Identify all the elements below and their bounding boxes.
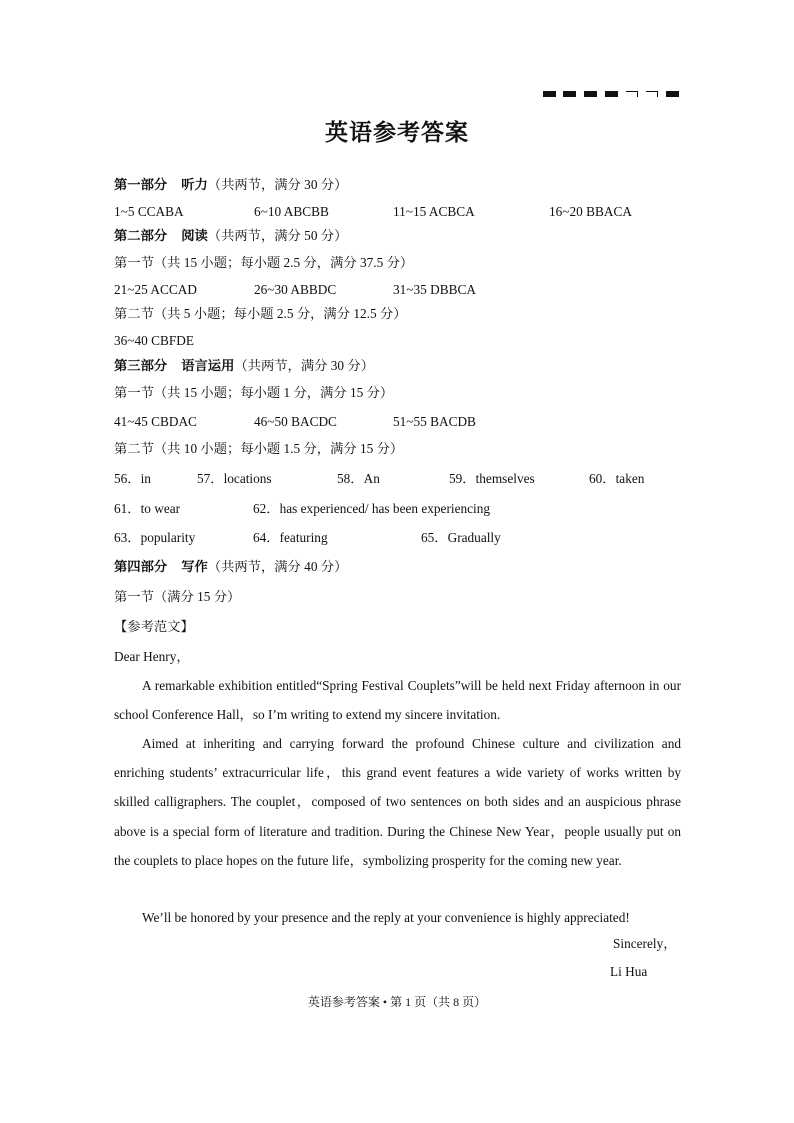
essay-paragraph: Aimed at inheriting and carrying forward the profound Chinese culture and civilization and enriching students’ extracurricular life，this grand event features a wide variety of works written by skilled calligraphers. The couplet，composed of two sentences on both sides and an auspicious phrase above is a special form of literature and tradition. During the Chinese New Year，people usually put on the couplets to place hopes on the future life，symbolizing prosperity for the coming new year. <box>114 736 681 868</box>
answer-group: 16~20 BBACA <box>549 204 632 219</box>
header-registration-marks <box>541 89 681 99</box>
mark-outline <box>626 91 638 97</box>
part3-section1: 第一节（共 15 小题；每小题 1 分，满分 15 分） <box>114 385 394 400</box>
answer-group: 26~30 ABBDC <box>254 282 337 297</box>
part2-section2: 第二节（共 5 小题；每小题 2.5 分，满分 12.5 分） <box>114 306 407 321</box>
part1-heading: 第一部分 听力（共两节，满分 30 分） <box>114 177 348 192</box>
part4-heading: 第四部分 写作（共两节，满分 40 分） <box>114 559 348 574</box>
answer-group: 11~15 ACBCA <box>393 204 475 219</box>
blank-answer: 63．popularity <box>114 530 196 545</box>
blank-answer: 56．in <box>114 471 151 486</box>
mark-outline <box>646 91 658 97</box>
blank-answer: 57．locations <box>197 471 272 486</box>
blank-answer: 58．An <box>337 471 380 486</box>
mark-block <box>563 91 576 97</box>
answer-group: 51~55 BACDB <box>393 414 476 429</box>
sample-essay-label: 【参考范文】 <box>114 619 194 634</box>
letter-closing: Sincerely， <box>613 936 677 951</box>
mark-block <box>605 91 618 97</box>
mark-block <box>543 91 556 97</box>
part3-section2: 第二节（共 10 小题；每小题 1.5 分，满分 15 分） <box>114 441 404 456</box>
essay-paragraph: A remarkable exhibition entitled“Spring Festival Couplets”will be held next Friday afternoon in our school Conference Hall，so I’m writing to extend my sincere invitation. <box>114 678 681 723</box>
mark-block <box>584 91 597 97</box>
answer-group: 21~25 ACCAD <box>114 282 197 297</box>
blank-answer: 60．taken <box>589 471 645 486</box>
answer-group: 1~5 CCABA <box>114 204 184 219</box>
letter-greeting: Dear Henry， <box>114 649 190 664</box>
answer-group: 31~35 DBBCA <box>393 282 476 297</box>
answer-group: 41~45 CBDAC <box>114 414 197 429</box>
blank-answer: 59．themselves <box>449 471 535 486</box>
answer-group: 36~40 CBFDE <box>114 333 194 348</box>
blank-answer: 65．Gradually <box>421 530 501 545</box>
blank-answer: 61．to wear <box>114 501 181 516</box>
blank-answer: 62．has experienced/ has been experiencing <box>253 501 491 516</box>
answer-group: 6~10 ABCBB <box>254 204 329 219</box>
essay-paragraph: We’ll be honored by your presence and the reply at your convenience is highly appreciated! <box>142 910 630 925</box>
part2-section1: 第一节（共 15 小题；每小题 2.5 分，满分 37.5 分） <box>114 255 414 270</box>
part2-heading: 第二部分 阅读（共两节，满分 50 分） <box>114 228 348 243</box>
part3-heading: 第三部分 语言运用（共两节，满分 30 分） <box>114 358 374 373</box>
answer-group: 46~50 BACDC <box>254 414 337 429</box>
letter-signature: Li Hua <box>610 964 648 979</box>
blank-answer: 64．featuring <box>253 530 328 545</box>
page-footer: 英语参考答案 • 第 1 页（共 8 页） <box>307 995 487 1009</box>
part4-section1: 第一节（满分 15 分） <box>114 589 241 604</box>
page-title: 英语参考答案 <box>325 120 469 145</box>
mark-block <box>666 91 679 97</box>
